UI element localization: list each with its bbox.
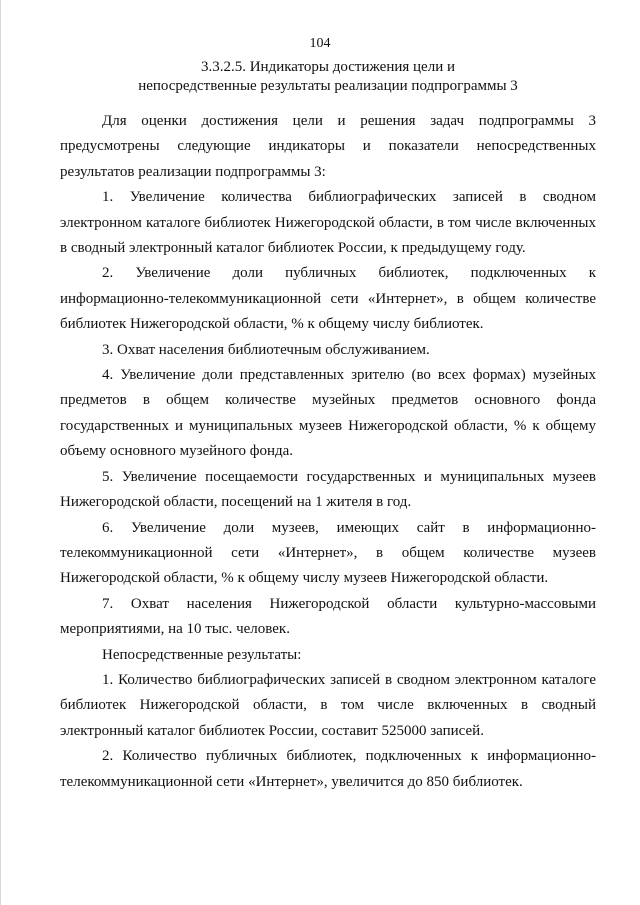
indicator-item-3: 3. Охват населения библиотечным обслуживанием.: [102, 341, 430, 358]
indicator-item-7: 7. Охват населения Нижегородской области культурно-массовыми мероприятиями, на 10 тыс. человек.: [60, 595, 596, 638]
indicator-item-5: 5. Увеличение посещаемости государственных и муниципальных музеев Нижегородской области, посещений на 1 жителя в год.: [60, 468, 596, 511]
indicator-item-2: 2. Увеличение доли публичных библиотек, подключенных к информационно-телекоммуникационной сети «Интернет», в общем количестве библиотек Нижегородской области, % к общему числу библиотек.: [60, 265, 596, 333]
section-heading-line-2: непосредственные результаты реализации подпрограммы 3: [138, 78, 518, 94]
body-text: [60, 109, 596, 795]
intro-paragraph: Для оценки достижения цели и решения задач подпрограммы 3 предусмотрены следующие индикаторы и показатели непосредственных результатов реализации подпрограммы 3:: [60, 113, 596, 180]
page-edge: [0, 0, 1, 905]
page-number: 104: [309, 36, 331, 51]
result-item-1: 1. Количество библиографических записей в сводном электронном каталоге библиотек Нижегородской области, в том числе включенных в сводный электронный каталог библиотек России, составит 525000 записей.: [60, 671, 596, 739]
results-heading: Непосредственные результаты:: [102, 646, 302, 663]
section-heading-line-1: 3.3.2.5. Индикаторы достижения цели и: [200, 59, 456, 75]
indicator-item-4: 4. Увеличение доли представленных зрителю (во всех формах) музейных предметов в общем количестве музейных предметов основного фонда государственных и муниципальных музеев Нижегородской области, % к общему объему основного музейного фонда.: [60, 367, 596, 460]
indicator-item-6: 6. Увеличение доли музеев, имеющих сайт в информационно-телекоммуникационной сети «Интернет», в общем количестве музеев Нижегородской области, % к общему числу музеев Нижегородской области.: [60, 519, 596, 587]
section-heading: [60, 58, 596, 96]
result-item-2: 2. Количество публичных библиотек, подключенных к информационно-телекоммуникационной сети «Интернет», увеличится до 850 библиотек.: [60, 748, 596, 790]
indicator-item-1: 1. Увеличение количества библиографических записей в сводном электронном каталоге библиотек Нижегородской области, в том числе включенных в сводный электронный каталог библиотек России, к предыдущему году.: [60, 189, 596, 257]
